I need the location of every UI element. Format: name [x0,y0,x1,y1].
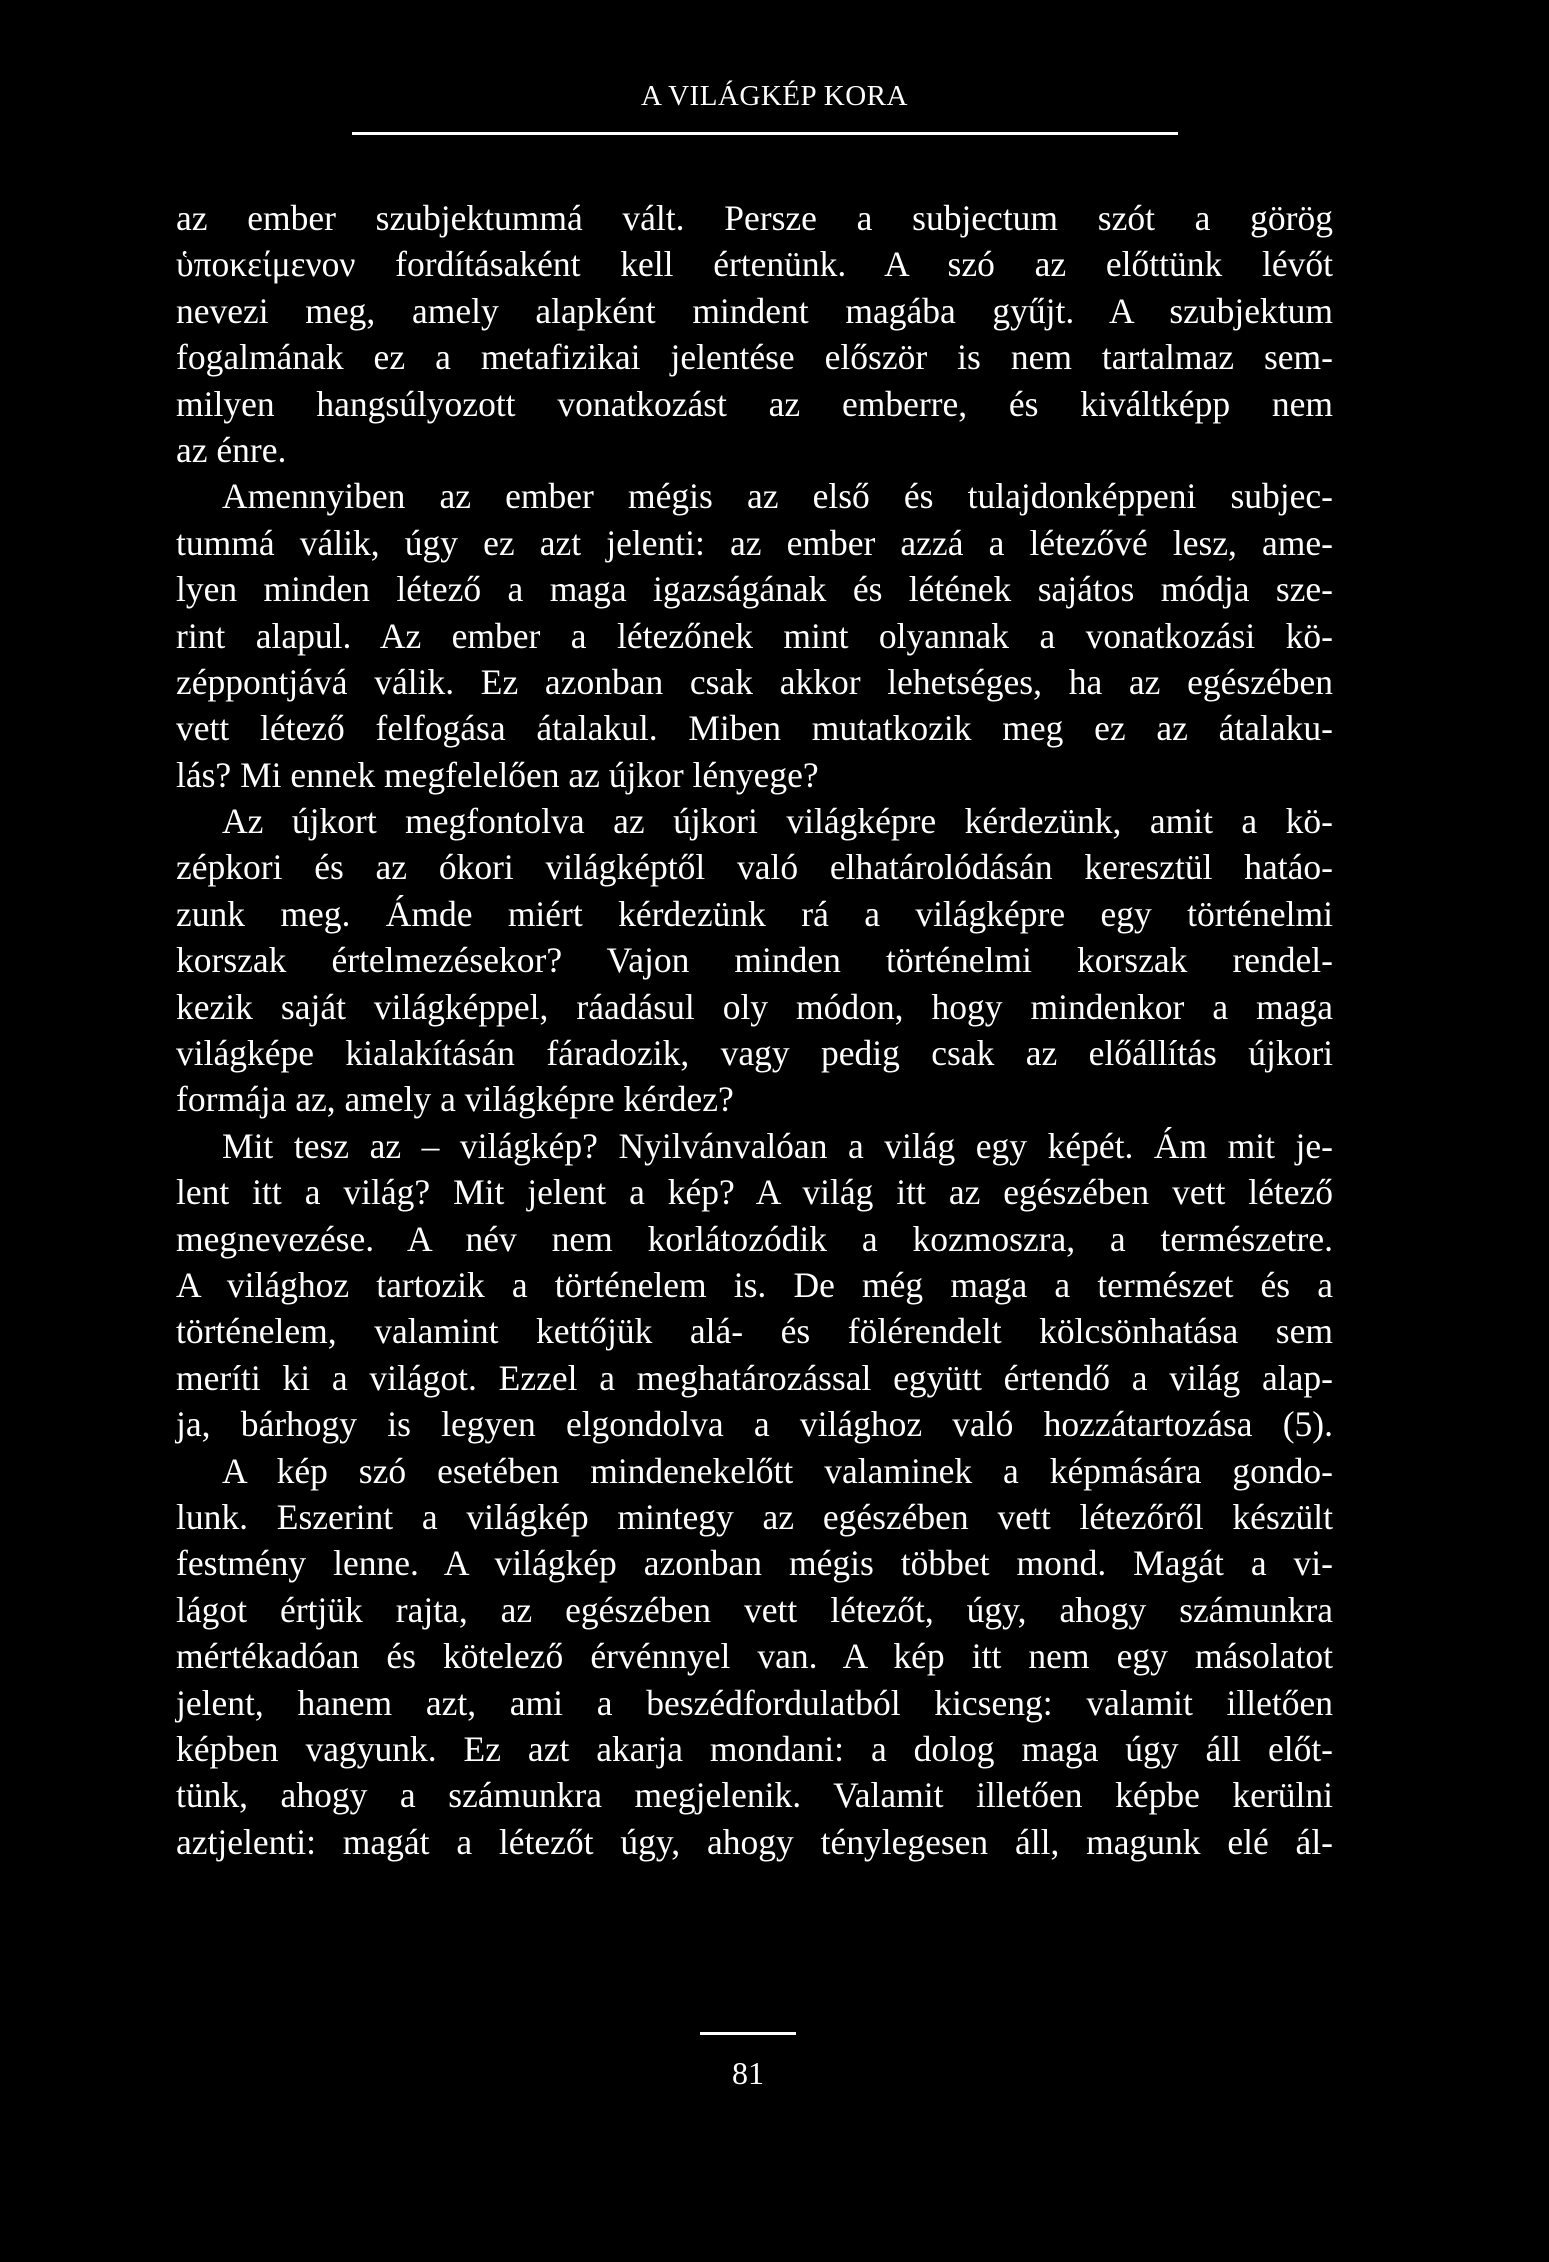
text-line: kezik saját világképpel, ráadásul oly módon, hogy mindenkor a maga [176,986,1333,1027]
text-line: rint alapul. Az ember a létezőnek mint olyannak a vonatkozási kö- [176,615,1333,656]
text-line: Az újkort megfontolva az újkori világképre kérdezünk, amit a kö- [222,801,1333,842]
body-text [176,195,1333,1865]
text-line: milyen hangsúlyozott vonatkozást az emberre, és kiváltképp nem [176,383,1333,424]
text-line: Amennyiben az ember mégis az első és tulajdonképpeni subjec- [222,476,1333,517]
text-line: aztjelenti: magát a létezőt úgy, ahogy ténylegesen áll, magunk elé ál- [176,1821,1333,1862]
text-line: az énre. [176,429,287,470]
text-line: az ember szubjektummá vált. Persze a subjectum szót a görög [176,198,1333,238]
text-line: képben vagyunk. Ez azt akarja mondani: a dolog maga úgy áll előt- [176,1728,1333,1769]
text-line: tummá válik, úgy ez azt jelenti: az ember azzá a létezővé lesz, ame- [176,522,1333,563]
text-line: formája az, amely a világképre kérdez? [176,1079,734,1120]
text-line: Mit tesz az – világkép? Nyilvánvalóan a világ egy képét. Ám mit je- [222,1125,1333,1166]
running-title: A VILÁGKÉP KORA [641,80,908,112]
text-line: A világhoz tartozik a történelem is. De még maga a természet és a [176,1264,1333,1305]
text-line: lás? Mi ennek megfelelően az újkor lényege? [176,754,819,795]
text-line: megnevezése. A név nem korlátozódik a kozmoszra, a természetre. [176,1218,1333,1259]
text-line: mértékadóan és kötelező érvénnyel van. A kép itt nem egy másolatot [176,1636,1333,1677]
text-line: történelem, valamint kettőjük alá- és fölérendelt kölcsönhatása sem [176,1311,1333,1352]
text-line: A kép szó esetében mindenekelőtt valaminek a képmására gondo- [222,1450,1333,1491]
text-line: lyen minden létező a maga igazságának és létének sajátos módja sze- [176,569,1333,610]
text-line: korszak értelmezésekor? Vajon minden történelmi korszak rendel- [176,940,1333,981]
text-line: meríti ki a világot. Ezzel a meghatározással együtt értendő a világ alap- [176,1357,1333,1398]
text-line: zéppontjává válik. Ez azonban csak akkor lehetséges, ha az egészében [176,661,1333,702]
text-line: ja, bárhogy is legyen elgondolva a világhoz való hozzátartozása (5). [176,1404,1333,1445]
text-line: nevezi meg, amely alapként mindent magába gyűjt. A szubjektum [176,290,1333,331]
footer-rule [700,2032,796,2035]
page-number: 81 [732,2055,764,2091]
text-line: zépkori és az ókori világképtől való elhatárolódásán keresztül hatáo- [176,847,1333,888]
text-line: festmény lenne. A világkép azonban mégis többet mond. Magát a vi- [176,1543,1333,1584]
text-line: világképe kialakításán fáradozik, vagy pedig csak az előállítás újkori [176,1033,1333,1074]
header-rule [352,132,1178,135]
text-line: ὑποκείμενον fordításaként kell értenünk. A szó az előttünk lévőt [176,244,1333,285]
text-line: lunk. Eszerint a világkép mintegy az egészében vett létezőről készült [176,1496,1333,1537]
text-line: zunk meg. Ámde miért kérdezünk rá a világképre egy történelmi [176,893,1333,934]
text-line: jelent, hanem azt, ami a beszédfordulatból kicseng: valamit illetően [176,1682,1333,1723]
text-line: lágot értjük rajta, az egészében vett létezőt, úgy, ahogy számunkra [176,1589,1333,1630]
text-line: tünk, ahogy a számunkra megjelenik. Valamit illetően képbe kerülni [176,1775,1333,1816]
text-line: vett létező felfogása átalakul. Miben mutatkozik meg ez az átalaku- [176,708,1333,749]
text-line: fogalmának ez a metafizikai jelentése először is nem tartalmaz sem- [176,337,1333,378]
text-line: lent itt a világ? Mit jelent a kép? A világ itt az egészében vett létező [176,1172,1333,1213]
